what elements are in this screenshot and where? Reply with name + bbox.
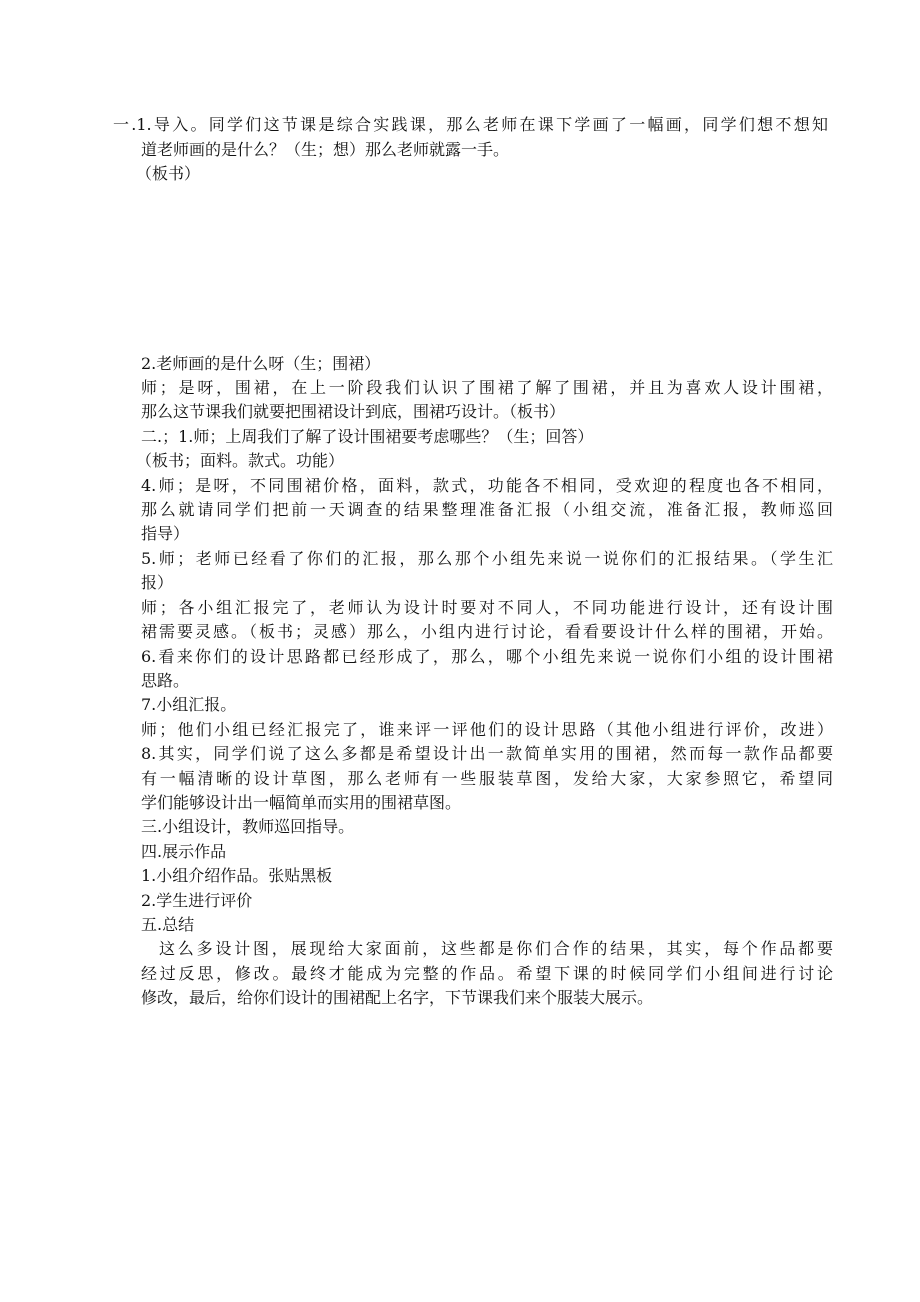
text-line: 师；各小组汇报完了，老师认为设计时要对不同人，不同功能进行设计，还有设计围 [141, 598, 833, 617]
text-line: （板书；面料。款式。功能） [136, 451, 345, 470]
text-line: 经过反思，修改。最终才能成为完整的作品。希望下课的时候同学们小组间进行讨论 [141, 964, 833, 983]
text-line: 道老师画的是什么？（生；想）那么老师就露一手。 [141, 140, 510, 159]
text-line: 6.看来你们的设计思路都已经形成了，那么，哪个小组先来说一说你们小组的设计围裙 [141, 647, 833, 666]
text-line: 三.小组设计，教师巡回指导。 [141, 817, 355, 836]
text-line: 报） [141, 573, 174, 592]
text-line: 5.师；老师已经看了你们的汇报，那么那个小组先来说一说你们的汇报结果。（学生汇 [141, 549, 833, 568]
text-line: 这么多设计图，展现给大家面前，这些都是你们合作的结果，其实，每个作品都要 [159, 939, 833, 958]
text-line: 师；是呀，围裙，在上一阶段我们认识了围裙了解了围裙，并且为喜欢人设计围裙， [141, 378, 833, 397]
text-line: 四.展示作品 [141, 842, 227, 861]
text-line: 思路。 [141, 671, 190, 690]
text-line: 师；他们小组已经汇报完了，谁来评一评他们的设计思路（其他小组进行评价，改进） [141, 720, 833, 739]
text-line: 7.小组汇报。 [141, 695, 237, 714]
text-line: 那么这节课我们就要把围裙设计到底，围裙巧设计。（板书） [141, 402, 566, 421]
text-line: 裙需要灵感。（板书；灵感）那么，小组内进行讨论，看看要设计什么样的围裙，开始。 [141, 622, 833, 641]
text-line: 4.师；是呀，不同围裙价格，面料，款式，功能各不相同，受欢迎的程度也各不相同， [141, 476, 833, 495]
text-line: 一.1.导入。同学们这节课是综合实践课，那么老师在课下学画了一幅画，同学们想不想知 [113, 115, 828, 134]
text-line: 2.老师画的是什么呀（生；围裙） [141, 354, 381, 373]
text-line: 修改，最后，给你们设计的围裙配上名字，下节课我们来个服装大展示。 [141, 988, 654, 1007]
text-line: 学们能够设计出一幅简单而实用的围裙草图。 [141, 793, 462, 812]
text-line: 1.小组介绍作品。张贴黑板 [141, 866, 333, 885]
text-line: 指导） [141, 524, 190, 543]
text-line: 二.；1.师；上周我们了解了设计围裙要考虑哪些？（生；回答） [141, 427, 594, 446]
text-line: 五.总结 [141, 915, 195, 934]
text-line: 2.学生进行评价 [141, 891, 253, 910]
text-line: 有一幅清晰的设计草图，那么老师有一些服装草图，发给大家，大家参照它，希望同 [141, 769, 833, 788]
text-line: （板书） [136, 164, 201, 183]
text-line: 8.其实，同学们说了这么多都是希望设计出一款简单实用的围裙，然而每一款作品都要 [141, 744, 833, 763]
text-line: 那么就请同学们把前一天调查的结果整理准备汇报（小组交流，准备汇报，教师巡回 [141, 500, 833, 519]
